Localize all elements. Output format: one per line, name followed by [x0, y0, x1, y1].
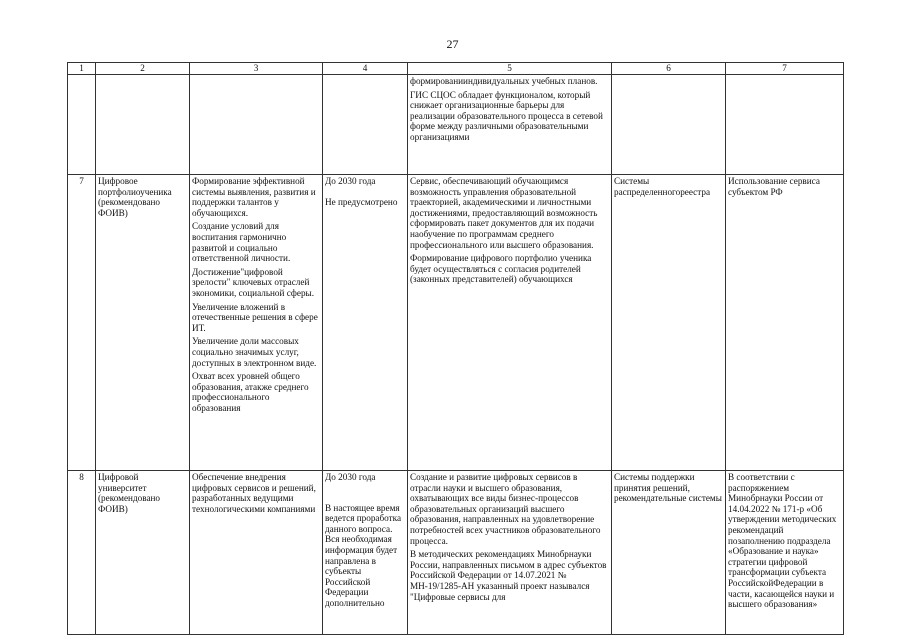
page-number: 27 [446, 37, 459, 51]
table-row-continuation [68, 75, 844, 175]
goal-paragraph: Увеличение вложений в отечественные решения в сфере ИТ. [192, 301, 318, 333]
description-paragraph: формированииндивидуальных учебных планов. [410, 76, 598, 86]
row-number: 8 [68, 471, 96, 635]
description-paragraph: ГИС СЦОС обладает функционалом, который снижает организационные барьеры для реализации образовательного процесса в сетевой форме между различными образовательными организациями [410, 89, 603, 142]
description-paragraph: Создание и развитие цифровых сервисов в отрасли науки и высшего образования, охватывающих все виды бизнес-процессов образовательных организаций высшего образования, направленных на удовлетворение потребностей всех участников образовательного процесса. [410, 472, 601, 546]
column-number: 1 [68, 63, 96, 75]
notes-cell: В соответствии с распоряжением Минобрнауки России от 14.04.2022 № 171-р «Об утверждении методических рекомендаций позаполнению подраздела «Образование и наука» стратегии цифровой трансформации субъекта РоссийскойФедерации в части, касающейся науки и высшего образования» [726, 471, 844, 635]
term-note: Не предусмотрено [325, 196, 398, 207]
systems-cell: Системы распределенногореестра [612, 175, 726, 471]
table-cell [68, 75, 96, 175]
project-name-cell: Цифровой университет (рекомендовано ФОИВ) [96, 471, 190, 635]
table-row [68, 175, 844, 471]
column-number: 3 [190, 63, 323, 75]
description-paragraph: Формирование цифрового портфолио ученика будет осуществляться с согласия родителей (законных представителей) обучающихся [410, 253, 592, 285]
table-cell [726, 75, 844, 175]
row-number: 7 [68, 175, 96, 471]
column-number: 7 [726, 63, 844, 75]
term-cell [323, 175, 408, 471]
table-cell [323, 75, 408, 175]
column-number: 4 [323, 63, 408, 75]
goals-cell [190, 175, 323, 471]
column-number: 6 [612, 63, 726, 75]
table-cell [612, 75, 726, 175]
term-cell [323, 471, 408, 635]
table-row [68, 471, 844, 635]
column-number: 2 [96, 63, 190, 75]
systems-cell: Системы поддержки принятия решений, рекомендательные системы [612, 471, 726, 635]
term-note: В настоящее время ведется проработка данного вопроса. Вся необходимая информация будет направлена в субъекты Российской Федерации дополнительно [325, 502, 402, 608]
column-number-row [68, 63, 844, 75]
term-text: До 2030 года [325, 176, 376, 186]
table-cell [96, 75, 190, 175]
goal-paragraph: Увеличение доли массовых социально значимых услуг, доступных в электронном виде. [192, 336, 317, 368]
description-cell [408, 75, 612, 175]
goals-cell: Обеспечение внедрения цифровых сервисов и решений, разработанных ведущими технологическими компаниями [190, 471, 323, 635]
project-name-cell: Цифровое портфолиоученика (рекомендовано ФОИВ) [96, 175, 190, 471]
description-cell [408, 175, 612, 471]
strategy-table [67, 62, 844, 635]
goal-paragraph: Формирование эффективной системы выявления, развития и поддержки талантов у обучающихся. [192, 176, 316, 218]
term-text: До 2030 года [325, 472, 376, 482]
notes-cell: Использование сервиса субъектом РФ [726, 175, 844, 471]
column-number: 5 [408, 63, 612, 75]
goal-paragraph: Охват всех уровней общего образования, атакже среднего профессионального образования [192, 371, 309, 413]
description-cell [408, 471, 612, 635]
goal-paragraph: Достижение"цифровой зрелости" ключевых отраслей экономики, социальной сферы. [192, 266, 315, 298]
description-paragraph: В методических рекомендациях Минобрнауки России, направленных письмом в адрес субъектов Российской Федерации от 14.07.2021 № МН-19/1285-АН указанный проект назывался "Цифровые сервисы для [410, 549, 607, 602]
table-cell [190, 75, 323, 175]
goal-paragraph: Создание условий для воспитания гармонично развитой и социально ответственной личности. [192, 221, 291, 264]
description-paragraph: Сервис, обеспечивающий обучающимся возможность управления образовательной траекторией, академическими и личностными достижениями, предоставляющий возможность сформировать пакет документов для их подачи наобучение по программам среднего профессионального или высшего образования. [410, 176, 598, 250]
